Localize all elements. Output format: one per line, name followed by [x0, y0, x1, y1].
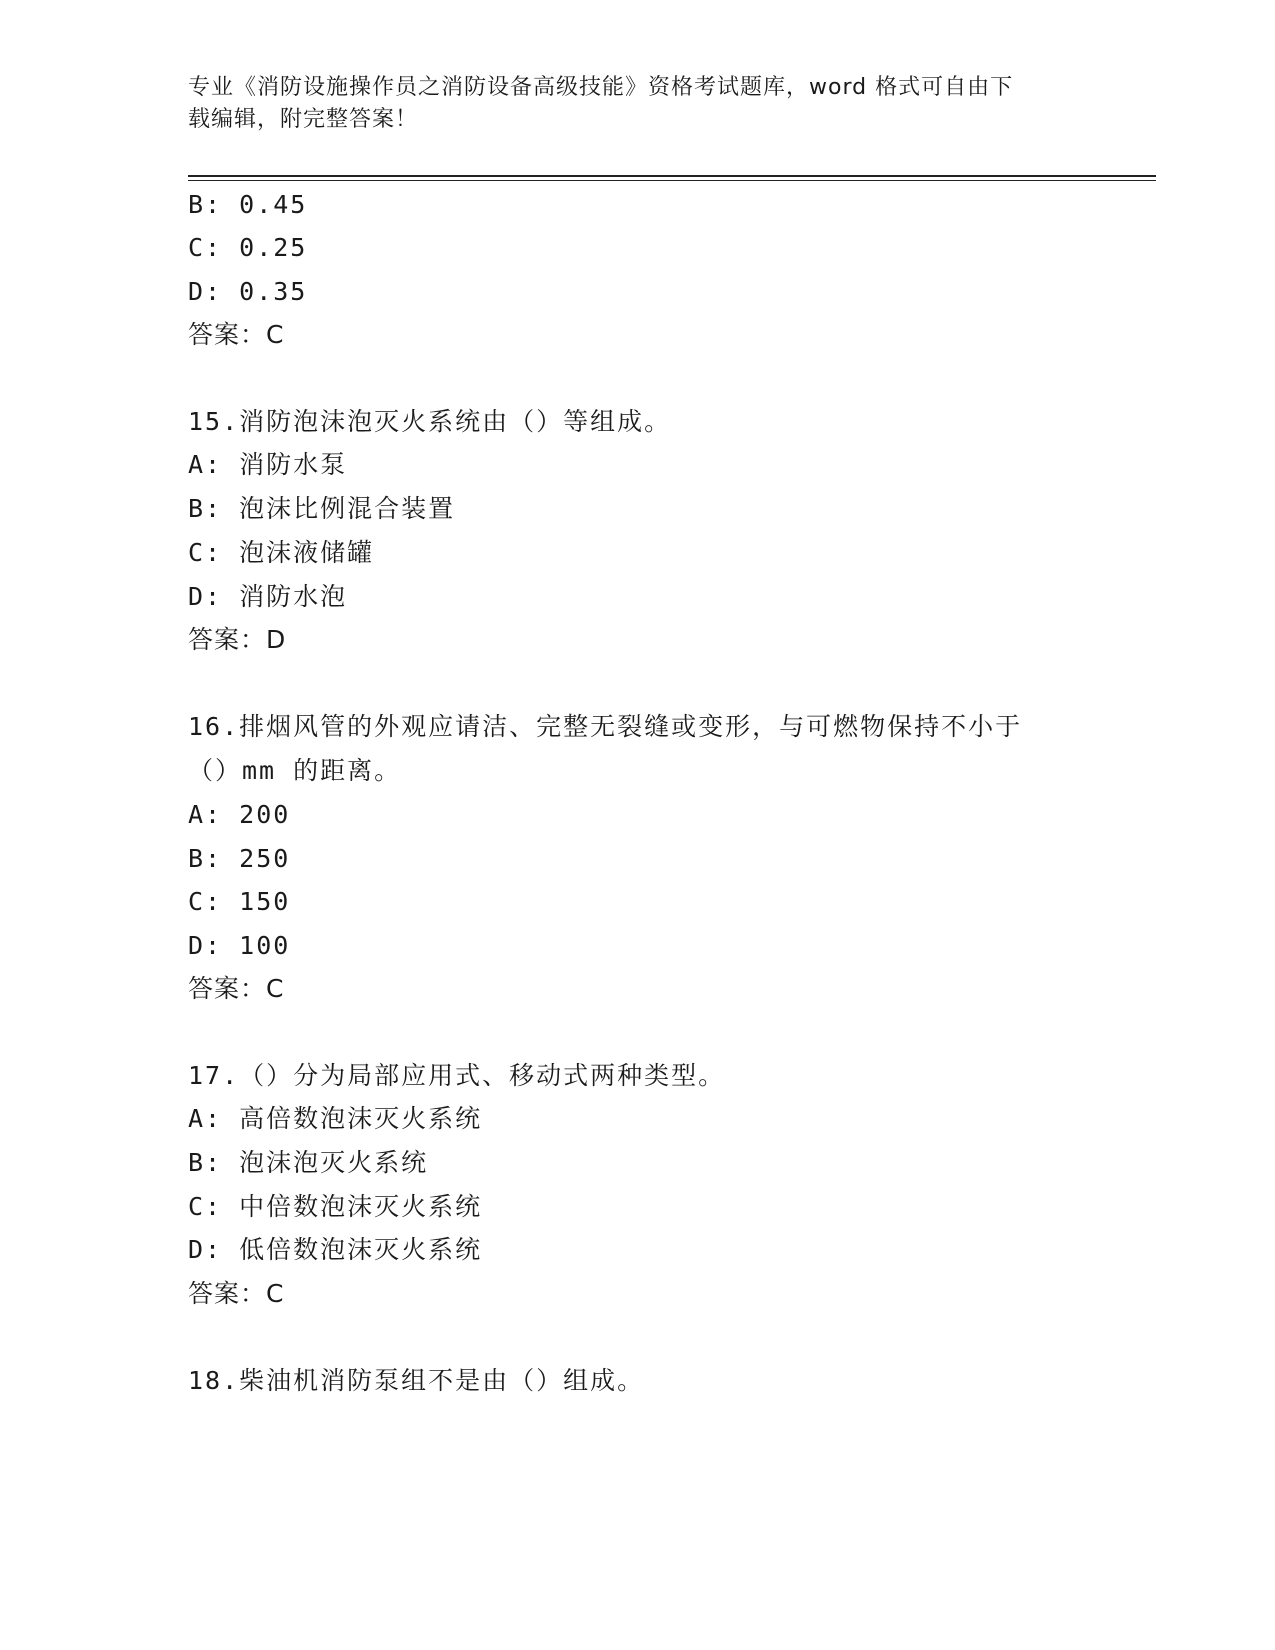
q17-stem: 17.（）分为局部应用式、移动式两种类型。 — [188, 1061, 726, 1090]
prev-answer: 答案：C — [188, 320, 285, 349]
q17-answer: 答案：C — [188, 1279, 285, 1308]
q16-option-b: B: 250 — [188, 844, 291, 873]
q16-option-d: D: 100 — [188, 931, 291, 960]
q15-answer: 答案：D — [188, 625, 287, 654]
prev-option-d: D: 0.35 — [188, 277, 308, 306]
q17-option-b: B: 泡沫泡灭火系统 — [188, 1148, 429, 1177]
q16-option-a: A: 200 — [188, 800, 291, 829]
q15-option-b: B: 泡沫比例混合装置 — [188, 494, 456, 523]
q15-stem: 15.消防泡沫泡灭火系统由（）等组成。 — [188, 407, 672, 436]
q16-answer: 答案：C — [188, 974, 285, 1003]
header-divider-thin — [188, 180, 1156, 181]
q16-stem-line-2: （）mm 的距离。 — [188, 756, 402, 785]
prev-option-b: B: 0.45 — [188, 190, 308, 219]
header-divider-thick — [188, 175, 1156, 177]
header-line-2: 载编辑，附完整答案！ — [188, 107, 419, 132]
q17-option-c: C: 中倍数泡沫灭火系统 — [188, 1192, 483, 1221]
document-header — [188, 72, 1078, 136]
q16-option-c: C: 150 — [188, 887, 291, 916]
prev-option-c: C: 0.25 — [188, 233, 308, 262]
q16-stem-line-1: 16.排烟风管的外观应请洁、完整无裂缝或变形，与可燃物保持不小于 — [188, 712, 1023, 741]
q15-option-d: D: 消防水泡 — [188, 582, 348, 611]
q15-option-c: C: 泡沫液储罐 — [188, 538, 375, 567]
q18-stem: 18.柴油机消防泵组不是由（）组成。 — [188, 1366, 645, 1395]
q15-option-a: A: 消防水泵 — [188, 450, 348, 479]
q17-option-a: A: 高倍数泡沫灭火系统 — [188, 1104, 483, 1133]
q17-option-d: D: 低倍数泡沫灭火系统 — [188, 1235, 483, 1264]
header-line-1: 专业《消防设施操作员之消防设备高级技能》资格考试题库，word 格式可自由下 — [188, 75, 1014, 100]
